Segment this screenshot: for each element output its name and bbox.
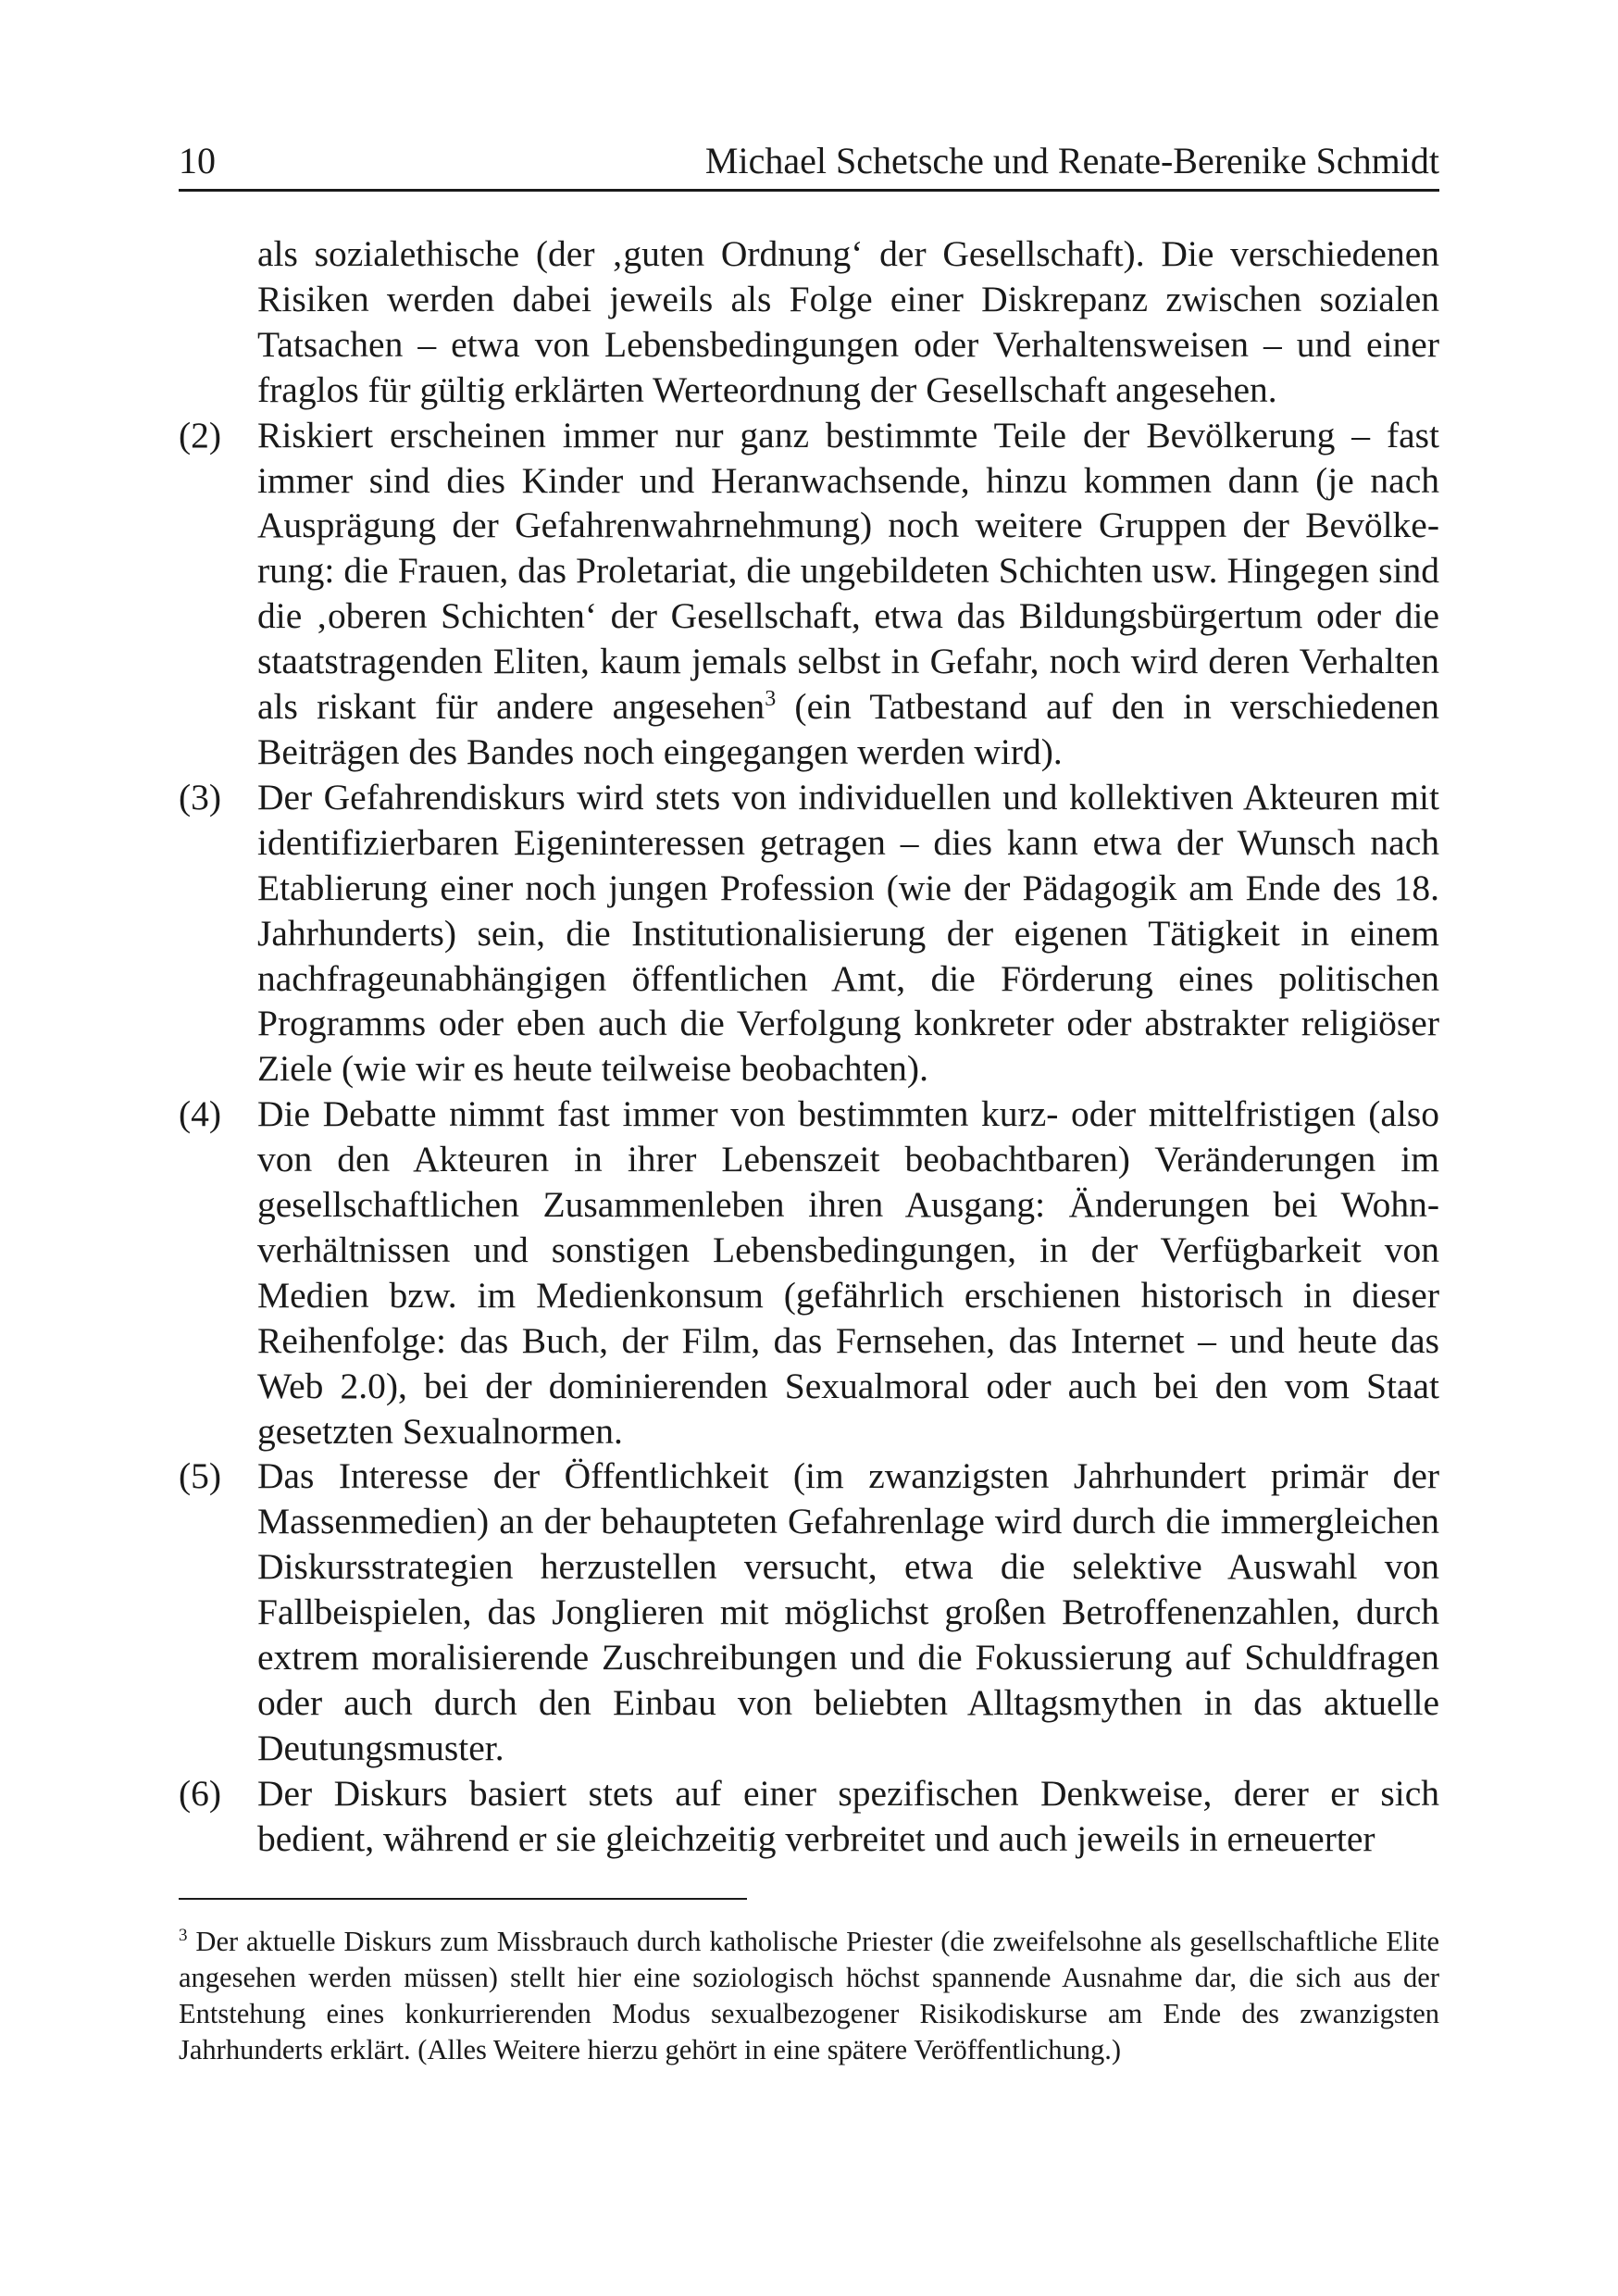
item-text-part: (ein Tatbestand auf den in verschiedenen Beiträgen des Bandes noch eingegangen werden wird). xyxy=(257,686,1439,772)
item-number: (2) xyxy=(179,414,222,455)
running-head: Michael Schetsche und Renate-Berenike Schmidt xyxy=(704,140,1439,181)
item-number: (5) xyxy=(179,1455,222,1497)
body-text xyxy=(179,231,1439,1862)
list-item-3 xyxy=(179,775,1439,1092)
item-text: Das Interesse der Öffentlichkeit (im zwanzigsten Jahrhundert primär der Massenmedien) an der behaupteten Gefahrenlage wird durch die immergleichen Diskursstrategien herzustellen versucht, etwa die selektive Auswahl von Fallbeispielen, das Jonglieren mit möglichst großen Betroffenenzahlen, durch extrem moralisierende Zuschreibungen und die Fokussierung auf Schuldfragen oder auch durch den Einbau von beliebten Alltagsmythen in das aktuelle Deutungsmuster. xyxy=(257,1455,1439,1768)
item-number: (6) xyxy=(179,1772,222,1814)
page-header xyxy=(179,139,1439,192)
footnote-reference[interactable]: 3 xyxy=(765,686,777,711)
item-text: Die Debatte nimmt fast immer von bestimmten kurz- oder mittelfristigen (also von den Akteuren in ihrer Lebenszeit beobachtbaren) Veränderungen im gesellschaftlichen Zusammenleben ihren Ausgang: Änderungen bei Wohnverhältnissen und sonstigen Lebensbedingungen, in der Verfügbarkeit von Medien bzw. im Medienkonsum (gefährlich erschienen historisch in dieser Reihenfolge: das Buch, der Film, das Fernsehen, das Internet – und heute das Web 2.0), bei der dominierenden Sexualmoral oder auch bei den vom Staat gesetzten Sexualnormen. xyxy=(257,1093,1439,1452)
footnote-divider xyxy=(179,1898,747,1900)
footnote xyxy=(179,1924,1439,2068)
footnote-text: Der aktuelle Diskurs zum Missbrauch durch katholische Priester (die zweifelsohne als gesellschaftliche Elite angesehen werden müssen) stellt hier eine soziologisch höchst spannende Ausnahme dar, die sich aus der Entstehung eines konkurrierenden Modus sexualbezogener Risikodiskurse am Ende des zwanzigsten Jahrhunderts erklärt. (Alles Weitere hierzu gehört in eine spätere Veröffentlichung.) xyxy=(179,1926,1439,2065)
item-number: (3) xyxy=(179,776,222,817)
list-item-5 xyxy=(179,1454,1439,1770)
footnote-marker: 3 xyxy=(179,1925,188,1945)
item-text: Der Gefahrendiskurs wird stets von individuellen und kollektiven Akteuren mit identifizierbaren Eigeninteressen getragen – dies kann etwa der Wunsch nach Etablierung einer noch jungen Profession (wie der Pädagogik am Ende des 18. Jahrhunderts) sein, die Institutionalisierung der eigenen Tätigkeit in einem nachfrageunabhängigen öffentlichen Amt, die Förderung eines politischen Programms oder eben auch die Verfolgung konkreter oder abstrakter religiöser Ziele (wie wir es heute teilweise beobachten). xyxy=(257,776,1439,1090)
page-number: 10 xyxy=(179,140,216,181)
list-item-4 xyxy=(179,1092,1439,1454)
list-item-6 xyxy=(179,1771,1439,1862)
item-text: Der Diskurs basiert stets auf einer spezifischen Denkweise, derer er sich bedient, während er sie gleichzeitig verbreitet und auch jeweils in erneuerter xyxy=(257,1772,1439,1859)
item-number: (4) xyxy=(179,1093,222,1135)
list-item-2 xyxy=(179,413,1439,775)
continuation-paragraph: als sozialethische (der ‚guten Ordnung‘ der Gesellschaft). Die verschiedenen Risiken werden dabei jeweils als Folge einer Diskrepanz zwischen sozialen Tatsachen – etwa von Lebensbedingungen oder Verhaltensweisen – und einer fraglos für gültig erklärten Werteordnung der Gesellschaft angesehen. xyxy=(257,233,1439,410)
item-text xyxy=(257,413,1439,775)
item-text-part: Riskiert erscheinen immer nur ganz bestimmte Teile der Bevölkerung – fast immer sind dies Kinder und Heranwachsende, hinzu kommen dann (je nach Ausprägung der Gefahrenwahrnehmung) noch weitere Gruppen der Bevölkerung: die Frauen, das Proletariat, die ungebildeten Schichten usw. Hingegen sind die ‚oberen Schichten‘ der Gesellschaft, etwa das Bildungsbürgertum oder die staatstragenden Eliten, kaum jemals selbst in Gefahr, noch wird deren Verhalten als riskant für andere angesehen xyxy=(257,414,1439,728)
